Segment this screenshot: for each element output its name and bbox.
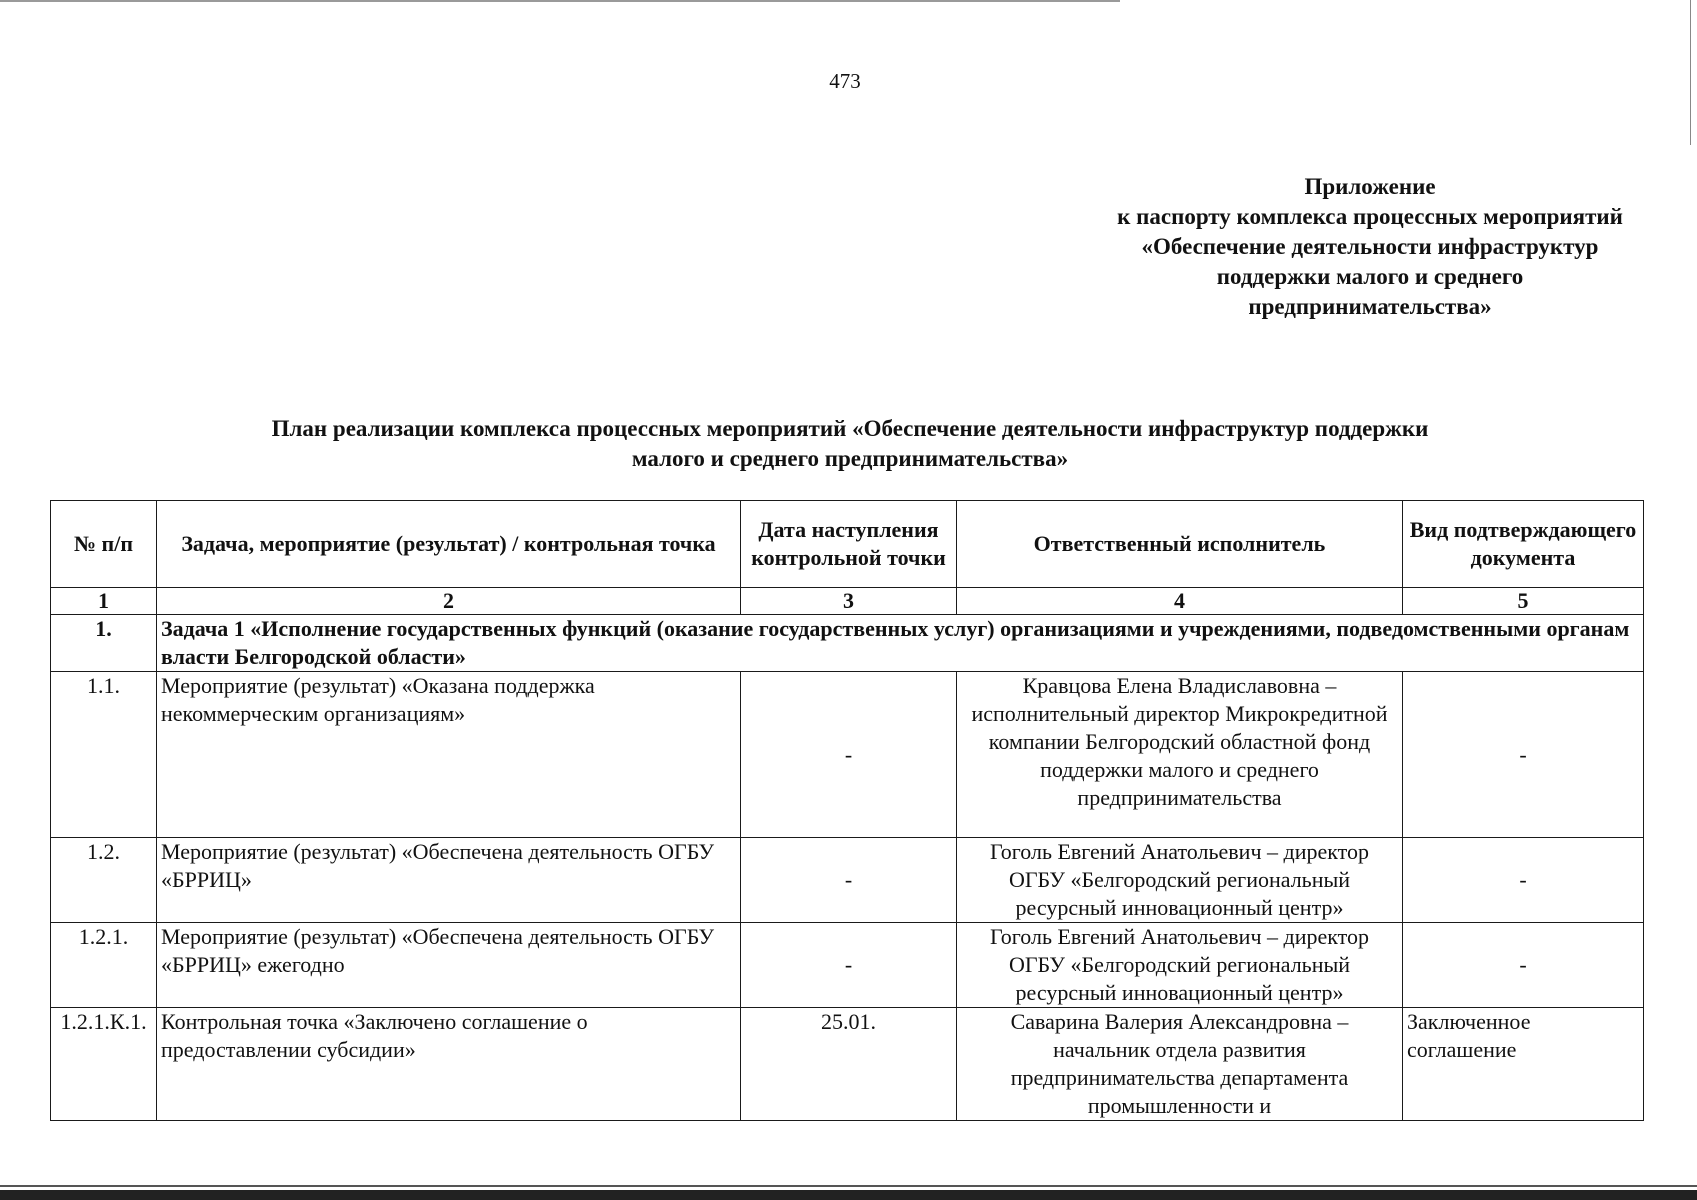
row-event: Мероприятие (результат) «Обеспечена деятельность ОГБУ «БРРИЦ» bbox=[157, 838, 741, 923]
scan-edge-top bbox=[0, 0, 1120, 2]
appendix-block bbox=[1040, 172, 1697, 322]
column-number: 1 bbox=[51, 588, 157, 615]
row-date: - bbox=[741, 838, 957, 923]
plan-title-line: План реализации комплекса процессных мероприятий «Обеспечение деятельности инфраструктур поддержки bbox=[271, 416, 1429, 441]
scan-edge-bottom bbox=[0, 1190, 1697, 1200]
row-executor: Кравцова Елена Владиславовна – исполнительный директор Микрокредитной компании Белгородский областной фонд поддержки малого и среднего предпринимательства bbox=[957, 672, 1403, 838]
row-number: 1.2. bbox=[51, 838, 157, 923]
header-cell-executor: Ответственный исполнитель bbox=[957, 501, 1403, 588]
column-number-row bbox=[51, 588, 1644, 615]
row-executor: Гоголь Евгений Анатольевич – директор ОГБУ «Белгородский региональный ресурсный инновационный центр» bbox=[957, 923, 1403, 1008]
row-number: 1.2.1.К.1. bbox=[51, 1008, 157, 1121]
row-event: Контрольная точка «Заключено соглашение о предоставлении субсидии» bbox=[157, 1008, 741, 1121]
row-document: - bbox=[1403, 838, 1644, 923]
table-row bbox=[51, 923, 1644, 1008]
row-date: - bbox=[741, 672, 957, 838]
task-number: 1. bbox=[51, 615, 157, 672]
row-document: - bbox=[1403, 923, 1644, 1008]
row-executor: Саварина Валерия Александровна – начальник отдела развития предпринимательства департамента промышленности и bbox=[957, 1008, 1403, 1121]
row-number: 1.1. bbox=[51, 672, 157, 838]
appendix-line: поддержки малого и среднего bbox=[1216, 264, 1524, 289]
table-row bbox=[51, 1008, 1644, 1121]
plan-title bbox=[150, 414, 1550, 474]
table-row bbox=[51, 838, 1644, 923]
row-date: 25.01. bbox=[741, 1008, 957, 1121]
plan-title-line: малого и среднего предпринимательства» bbox=[631, 446, 1069, 471]
row-document: Заключенное соглашение bbox=[1403, 1008, 1644, 1121]
appendix-line: к паспорту комплекса процессных мероприятий bbox=[1117, 204, 1623, 229]
plan-table bbox=[50, 500, 1644, 1121]
column-number: 4 bbox=[957, 588, 1403, 615]
appendix-line: «Обеспечение деятельности инфраструктур bbox=[1141, 234, 1599, 259]
task-text: Задача 1 «Исполнение государственных функций (оказание государственных услуг) организациями и учреждениями, подведомственными органам власти Белгородской области» bbox=[157, 615, 1644, 672]
table-header-row bbox=[51, 501, 1644, 588]
row-date: - bbox=[741, 923, 957, 1008]
header-cell-date: Дата наступления контрольной точки bbox=[741, 501, 957, 588]
row-document: - bbox=[1403, 672, 1644, 838]
scan-edge-right bbox=[1690, 0, 1691, 145]
row-executor: Гоголь Евгений Анатольевич – директор ОГБУ «Белгородский региональный ресурсный инновационный центр» bbox=[957, 838, 1403, 923]
page-number: 473 bbox=[829, 69, 861, 93]
column-number: 2 bbox=[157, 588, 741, 615]
appendix-line: предпринимательства» bbox=[1248, 294, 1492, 319]
header-cell-num: № п/п bbox=[51, 501, 157, 588]
header-cell-task: Задача, мероприятие (результат) / контрольная точка bbox=[157, 501, 741, 588]
column-number: 3 bbox=[741, 588, 957, 615]
column-number: 5 bbox=[1403, 588, 1644, 615]
header-cell-document: Вид подтверждающего документа bbox=[1403, 501, 1644, 588]
row-event: Мероприятие (результат) «Оказана поддержка некоммерческим организациям» bbox=[157, 672, 741, 838]
row-event: Мероприятие (результат) «Обеспечена деятельность ОГБУ «БРРИЦ» ежегодно bbox=[157, 923, 741, 1008]
row-number: 1.2.1. bbox=[51, 923, 157, 1008]
task-row bbox=[51, 615, 1644, 672]
appendix-line: Приложение bbox=[1304, 174, 1436, 199]
table-row bbox=[51, 672, 1644, 838]
